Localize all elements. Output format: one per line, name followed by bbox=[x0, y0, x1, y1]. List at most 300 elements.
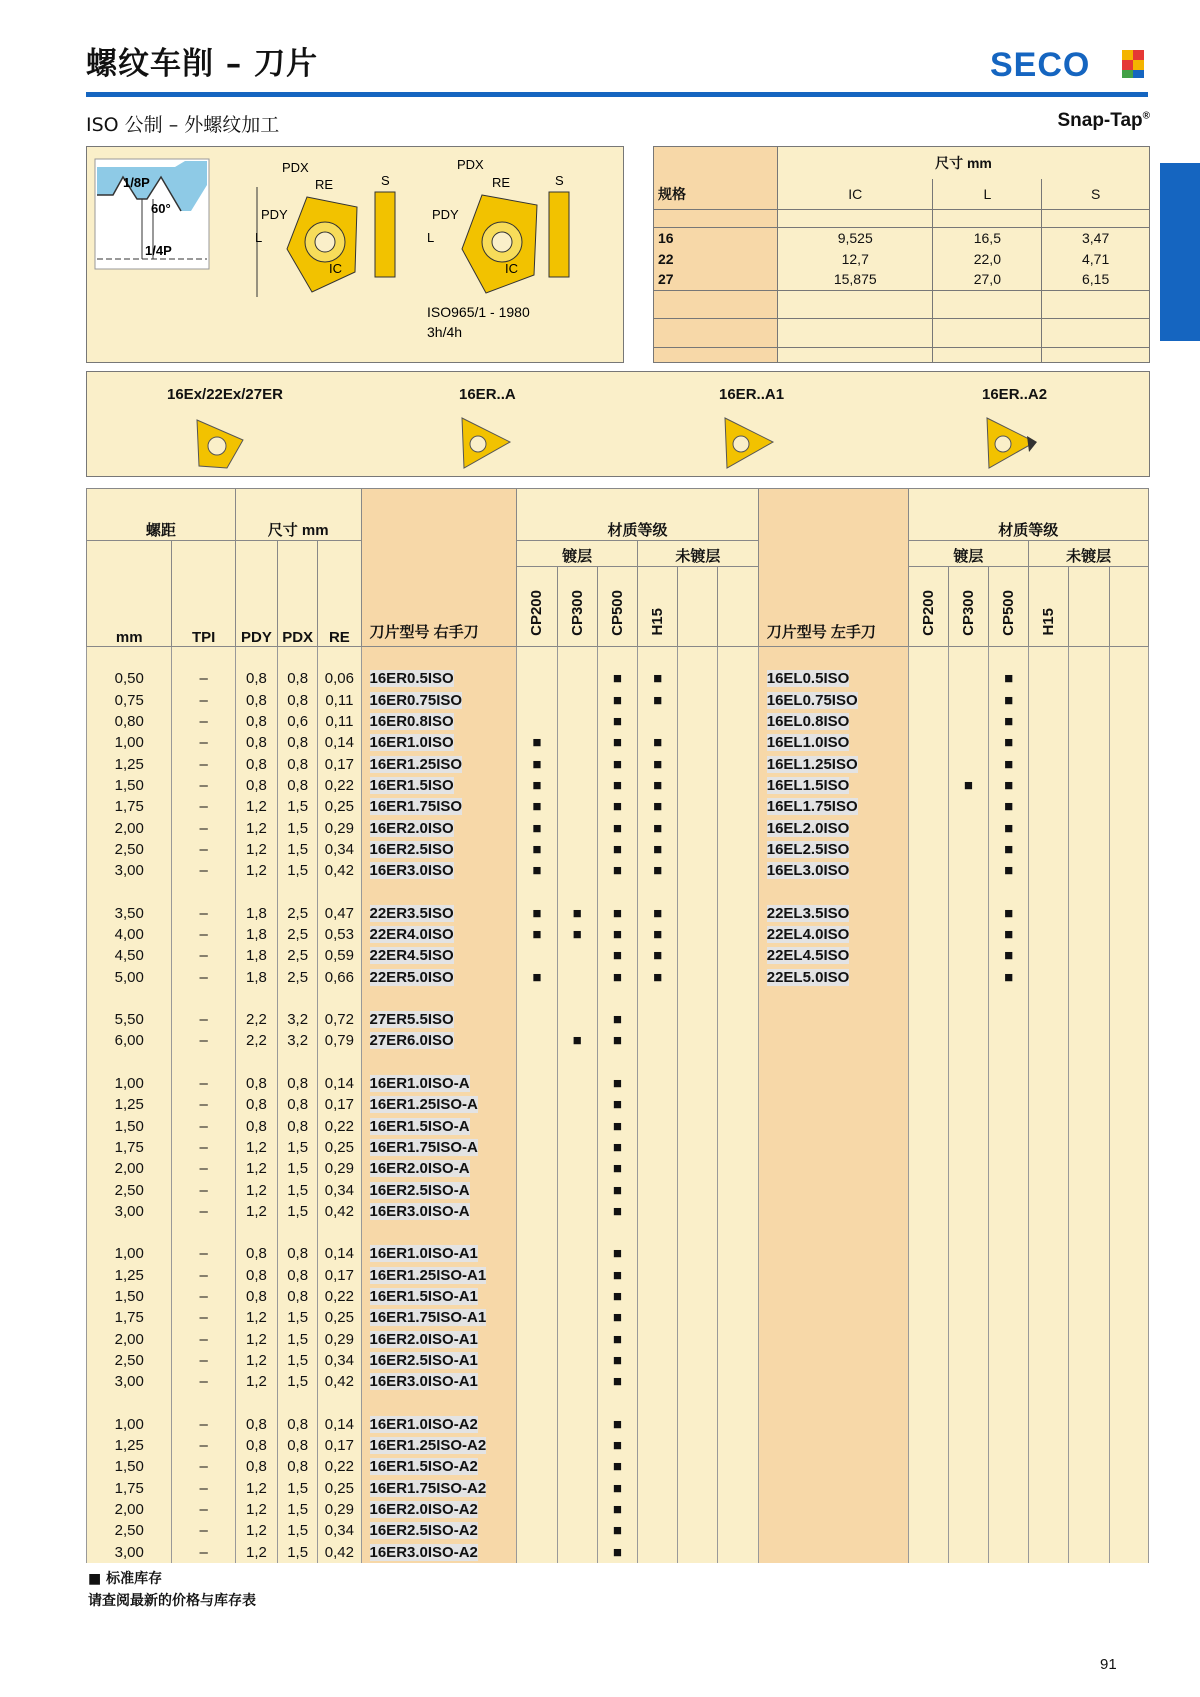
re: 0,42 bbox=[318, 860, 361, 881]
grade-mark bbox=[678, 711, 718, 732]
pitch-tpi: – bbox=[172, 1350, 235, 1371]
grade-mark: ■ bbox=[597, 796, 637, 817]
grade-mark bbox=[517, 1030, 557, 1051]
grade-mark: ■ bbox=[597, 1009, 637, 1030]
grade-mark bbox=[718, 1307, 758, 1328]
insert-code-right: 22ER4.0ISO bbox=[361, 924, 517, 945]
label-l-1: L bbox=[255, 230, 263, 245]
grade-mark bbox=[718, 903, 758, 924]
dims-row: 22 12,7 22,0 4,71 bbox=[654, 248, 1149, 269]
pitch-tpi: – bbox=[172, 1009, 235, 1030]
grade-mark: ■ bbox=[638, 690, 678, 711]
pitch-tpi: – bbox=[172, 1201, 235, 1222]
variant-label-2: 16ER..A bbox=[459, 386, 516, 403]
grade-mark bbox=[948, 924, 988, 945]
table-row bbox=[87, 1329, 1149, 1350]
grade-mark bbox=[1109, 1094, 1148, 1115]
grade-mark bbox=[1029, 1478, 1069, 1499]
grade-mark bbox=[718, 1137, 758, 1158]
spacer-row bbox=[87, 881, 1149, 902]
insert-code-left bbox=[758, 1520, 908, 1541]
grade-mark bbox=[988, 1414, 1028, 1435]
pitch-mm: 3,00 bbox=[87, 1201, 172, 1222]
grade-mark bbox=[1069, 860, 1109, 881]
insert-code-left bbox=[758, 1201, 908, 1222]
grade-mark bbox=[718, 945, 758, 966]
pitch-tpi: – bbox=[172, 753, 235, 774]
grade-mark bbox=[1029, 1137, 1069, 1158]
thread-profile-diagram bbox=[86, 146, 624, 363]
pdy: 0,8 bbox=[235, 1116, 277, 1137]
grade-mark bbox=[988, 1137, 1028, 1158]
re: 0,11 bbox=[318, 711, 361, 732]
grade-mark bbox=[1069, 1478, 1109, 1499]
grade-mark bbox=[557, 1094, 597, 1115]
grade-mark bbox=[678, 945, 718, 966]
pitch-tpi: – bbox=[172, 1243, 235, 1264]
grade-mark: ■ bbox=[597, 860, 637, 881]
re: 0,34 bbox=[318, 1350, 361, 1371]
grade-mark bbox=[1069, 753, 1109, 774]
grade-mark bbox=[1109, 1030, 1148, 1051]
pitch-mm: 2,00 bbox=[87, 1329, 172, 1350]
grade-mark bbox=[948, 1158, 988, 1179]
grade-mark bbox=[1109, 1009, 1148, 1030]
insert-code-right: 16ER2.0ISO-A2 bbox=[361, 1499, 517, 1520]
grade-mark bbox=[1029, 1414, 1069, 1435]
grade-mark bbox=[557, 1478, 597, 1499]
grade-mark bbox=[557, 860, 597, 881]
insert-variants bbox=[86, 371, 1150, 477]
grade-mark bbox=[1109, 1456, 1148, 1477]
grade-mark: ■ bbox=[988, 711, 1028, 732]
grade-mark: ■ bbox=[638, 966, 678, 987]
table-row bbox=[87, 1350, 1149, 1371]
grade-mark bbox=[908, 1414, 948, 1435]
pitch-tpi: – bbox=[172, 1499, 235, 1520]
table-row bbox=[87, 1116, 1149, 1137]
grade-mark bbox=[718, 1158, 758, 1179]
grade-mark bbox=[948, 1499, 988, 1520]
grade-mark: ■ bbox=[988, 817, 1028, 838]
grade-mark bbox=[908, 732, 948, 753]
grade-mark bbox=[988, 1329, 1028, 1350]
insert-code-left bbox=[758, 1307, 908, 1328]
grade-mark bbox=[1069, 1116, 1109, 1137]
grade-mark bbox=[517, 1414, 557, 1435]
grade-mark bbox=[517, 1478, 557, 1499]
grade-mark: ■ bbox=[597, 1243, 637, 1264]
pitch-mm: 5,00 bbox=[87, 966, 172, 987]
pdy: 0,8 bbox=[235, 1435, 277, 1456]
pitch-tpi: – bbox=[172, 1179, 235, 1200]
grade-mark bbox=[908, 839, 948, 860]
grade-mark bbox=[1069, 1179, 1109, 1200]
pdy: 0,8 bbox=[235, 668, 277, 689]
col-cp300-right: CP300 bbox=[557, 567, 597, 647]
grade-mark bbox=[638, 1073, 678, 1094]
grade-mark bbox=[517, 1073, 557, 1094]
grade-mark bbox=[517, 1137, 557, 1158]
legend-note: 请查阅最新的价格与库存表 bbox=[88, 1593, 256, 1609]
grade-mark bbox=[678, 1350, 718, 1371]
grade-mark: ■ bbox=[597, 1329, 637, 1350]
pdx: 0,8 bbox=[278, 668, 318, 689]
grade-mark bbox=[678, 903, 718, 924]
label-4p: 1/4P bbox=[145, 243, 172, 258]
grade-mark bbox=[1069, 1286, 1109, 1307]
label-ic-2: IC bbox=[505, 261, 518, 276]
re: 0,29 bbox=[318, 817, 361, 838]
grade-mark: ■ bbox=[988, 839, 1028, 860]
insert-code-left: 16EL1.0ISO bbox=[758, 732, 908, 753]
pdy: 1,2 bbox=[235, 1179, 277, 1200]
insert-code-left bbox=[758, 1179, 908, 1200]
pdx: 2,5 bbox=[278, 924, 318, 945]
grade-mark bbox=[988, 1478, 1028, 1499]
grade-mark bbox=[948, 668, 988, 689]
seco-logo bbox=[988, 44, 1148, 84]
grade-mark bbox=[557, 1137, 597, 1158]
grade-mark: ■ bbox=[597, 1116, 637, 1137]
dims-col-ic: IC bbox=[778, 179, 933, 209]
table-row bbox=[87, 903, 1149, 924]
grade-mark bbox=[988, 1009, 1028, 1030]
pdx: 0,8 bbox=[278, 1286, 318, 1307]
pdy: 1,2 bbox=[235, 860, 277, 881]
dims-row: 16 9,525 16,5 3,47 bbox=[654, 227, 1149, 248]
insert-code-right: 16ER1.75ISO bbox=[361, 796, 517, 817]
grade-mark bbox=[1109, 1350, 1148, 1371]
table-row bbox=[87, 1201, 1149, 1222]
grade-mark: ■ bbox=[988, 690, 1028, 711]
re: 0,25 bbox=[318, 1137, 361, 1158]
grade-mark bbox=[1109, 753, 1148, 774]
pitch-mm: 1,00 bbox=[87, 732, 172, 753]
col-code-left: 刀片型号 左手刀 bbox=[758, 489, 908, 647]
grade-mark: ■ bbox=[597, 1541, 637, 1562]
pitch-tpi: – bbox=[172, 1456, 235, 1477]
insert-icon bbox=[187, 412, 251, 472]
grade-mark bbox=[1109, 860, 1148, 881]
table-row bbox=[87, 817, 1149, 838]
table-row bbox=[87, 1243, 1149, 1264]
grade-mark: ■ bbox=[597, 668, 637, 689]
table-row bbox=[87, 1541, 1149, 1562]
grade-mark bbox=[948, 1265, 988, 1286]
table-row bbox=[87, 1265, 1149, 1286]
grade-mark: ■ bbox=[597, 753, 637, 774]
grade-mark: ■ bbox=[597, 775, 637, 796]
grade-mark bbox=[678, 1499, 718, 1520]
grade-mark bbox=[718, 1499, 758, 1520]
pitch-mm: 4,00 bbox=[87, 924, 172, 945]
insert-code-left: 22EL4.5ISO bbox=[758, 945, 908, 966]
insert-code-right: 16ER1.0ISO bbox=[361, 732, 517, 753]
grade-mark: ■ bbox=[597, 903, 637, 924]
grade-mark bbox=[718, 1179, 758, 1200]
grade-mark bbox=[908, 1201, 948, 1222]
grade-mark bbox=[678, 753, 718, 774]
grade-mark: ■ bbox=[597, 1307, 637, 1328]
insert-code-right: 22ER3.5ISO bbox=[361, 903, 517, 924]
grade-mark bbox=[1069, 903, 1109, 924]
grade-mark bbox=[908, 1243, 948, 1264]
re: 0,47 bbox=[318, 903, 361, 924]
insert-code-left bbox=[758, 1265, 908, 1286]
grade-mark bbox=[718, 1009, 758, 1030]
grade-mark bbox=[948, 1201, 988, 1222]
grade-mark bbox=[1029, 732, 1069, 753]
grade-mark bbox=[948, 817, 988, 838]
grade-mark bbox=[557, 966, 597, 987]
variant-label-4: 16ER..A2 bbox=[982, 386, 1048, 403]
col-cp500-right: CP500 bbox=[597, 567, 637, 647]
grade-mark bbox=[948, 796, 988, 817]
pitch-tpi: – bbox=[172, 1371, 235, 1392]
pitch-mm: 1,25 bbox=[87, 1265, 172, 1286]
grade-mark: ■ bbox=[597, 732, 637, 753]
grade-mark bbox=[678, 1137, 718, 1158]
grade-mark bbox=[1069, 924, 1109, 945]
grade-mark bbox=[1109, 1499, 1148, 1520]
grade-mark bbox=[1069, 1541, 1109, 1562]
pdy: 1,8 bbox=[235, 924, 277, 945]
grade-mark bbox=[908, 1009, 948, 1030]
grade-mark bbox=[1029, 1094, 1069, 1115]
grade-mark: ■ bbox=[597, 1158, 637, 1179]
table-row bbox=[87, 1179, 1149, 1200]
grade-mark bbox=[1069, 1371, 1109, 1392]
grade-mark bbox=[638, 1414, 678, 1435]
grade-mark bbox=[718, 1371, 758, 1392]
grade-mark bbox=[1109, 945, 1148, 966]
grade-mark: ■ bbox=[638, 903, 678, 924]
pitch-tpi: – bbox=[172, 1286, 235, 1307]
insert-code-left bbox=[758, 1073, 908, 1094]
grade-mark bbox=[1109, 1371, 1148, 1392]
grade-mark bbox=[638, 1116, 678, 1137]
grade-mark bbox=[948, 1116, 988, 1137]
grade-mark bbox=[948, 1541, 988, 1562]
grade-mark: ■ bbox=[517, 732, 557, 753]
col-h15-left: H15 bbox=[1029, 567, 1069, 647]
grade-mark bbox=[988, 1158, 1028, 1179]
insert-code-right: 27ER6.0ISO bbox=[361, 1030, 517, 1051]
grade-mark bbox=[718, 775, 758, 796]
col-group-grade-left: 材质等级 bbox=[908, 489, 1148, 541]
insert-code-right: 16ER1.0ISO-A1 bbox=[361, 1243, 517, 1264]
grade-mark bbox=[517, 945, 557, 966]
insert-code-left: 16EL0.75ISO bbox=[758, 690, 908, 711]
grade-mark bbox=[678, 1435, 718, 1456]
table-row bbox=[87, 1073, 1149, 1094]
pdy: 1,8 bbox=[235, 903, 277, 924]
grade-mark bbox=[988, 1435, 1028, 1456]
col-mm: mm bbox=[87, 541, 172, 647]
grade-mark bbox=[1069, 839, 1109, 860]
grade-mark bbox=[1029, 1499, 1069, 1520]
dims-col-spec: 规格 bbox=[654, 179, 778, 209]
grade-mark bbox=[908, 1478, 948, 1499]
pitch-tpi: – bbox=[172, 945, 235, 966]
grade-mark bbox=[988, 1456, 1028, 1477]
pitch-mm: 1,75 bbox=[87, 1478, 172, 1499]
pitch-tpi: – bbox=[172, 1265, 235, 1286]
pitch-mm: 1,50 bbox=[87, 775, 172, 796]
grade-mark bbox=[517, 1329, 557, 1350]
grade-mark bbox=[1069, 1009, 1109, 1030]
grade-mark bbox=[1109, 1179, 1148, 1200]
grade-mark bbox=[718, 1286, 758, 1307]
grade-mark bbox=[557, 1499, 597, 1520]
grade-mark bbox=[1029, 1329, 1069, 1350]
pitch-tpi: – bbox=[172, 1073, 235, 1094]
grade-mark bbox=[988, 1179, 1028, 1200]
grade-mark: ■ bbox=[638, 775, 678, 796]
grade-mark: ■ bbox=[597, 1435, 637, 1456]
insert-code-right: 16ER3.0ISO-A2 bbox=[361, 1541, 517, 1562]
grade-mark: ■ bbox=[638, 945, 678, 966]
col-re: RE bbox=[318, 541, 361, 647]
grade-mark bbox=[908, 1116, 948, 1137]
grade-mark bbox=[1029, 711, 1069, 732]
insert-code-right: 16ER1.5ISO-A bbox=[361, 1116, 517, 1137]
re: 0,66 bbox=[318, 966, 361, 987]
variant-label-1: 16Ex/22Ex/27ER bbox=[167, 386, 283, 403]
grade-mark bbox=[678, 1329, 718, 1350]
grade-mark bbox=[557, 1158, 597, 1179]
grade-mark bbox=[1029, 839, 1069, 860]
grade-mark bbox=[908, 945, 948, 966]
table-row bbox=[87, 1286, 1149, 1307]
col-group-uncoated-left: 未镀层 bbox=[1029, 541, 1149, 567]
grade-mark bbox=[1069, 732, 1109, 753]
insert-code-left bbox=[758, 1414, 908, 1435]
grade-mark bbox=[1069, 1201, 1109, 1222]
grade-mark bbox=[718, 753, 758, 774]
grade-mark bbox=[718, 966, 758, 987]
insert-code-left bbox=[758, 1371, 908, 1392]
pitch-mm: 3,50 bbox=[87, 903, 172, 924]
grade-mark bbox=[638, 1456, 678, 1477]
grade-mark: ■ bbox=[988, 668, 1028, 689]
grade-mark bbox=[718, 1478, 758, 1499]
insert-code-right: 27ER5.5ISO bbox=[361, 1009, 517, 1030]
legend-stock: ■ 标准库存 bbox=[88, 1571, 163, 1587]
table-row bbox=[87, 1009, 1149, 1030]
insert-a2-icon bbox=[977, 412, 1041, 472]
pdy: 1,2 bbox=[235, 1371, 277, 1392]
insert-code-left bbox=[758, 1456, 908, 1477]
grade-mark bbox=[1109, 1201, 1148, 1222]
grade-mark bbox=[557, 1179, 597, 1200]
insert-code-right: 16ER2.0ISO-A1 bbox=[361, 1329, 517, 1350]
grade-mark bbox=[678, 1094, 718, 1115]
grade-mark bbox=[1069, 711, 1109, 732]
insert-code-left: 16EL0.8ISO bbox=[758, 711, 908, 732]
label-pdx-2: PDX bbox=[457, 157, 484, 172]
pitch-mm: 2,00 bbox=[87, 817, 172, 838]
grade-mark bbox=[1029, 1201, 1069, 1222]
pdy: 1,2 bbox=[235, 839, 277, 860]
dimensions-table bbox=[653, 146, 1150, 363]
grade-mark bbox=[718, 817, 758, 838]
pdy: 1,2 bbox=[235, 1137, 277, 1158]
grade-mark bbox=[1069, 1350, 1109, 1371]
grade-mark bbox=[908, 1350, 948, 1371]
grade-mark bbox=[948, 1520, 988, 1541]
grade-mark bbox=[948, 1307, 988, 1328]
grade-mark: ■ bbox=[597, 945, 637, 966]
pdx: 1,5 bbox=[278, 1137, 318, 1158]
pdy: 1,2 bbox=[235, 1201, 277, 1222]
page-subtitle: ISO 公制 – 外螺纹加工 bbox=[86, 114, 280, 136]
pitch-tpi: – bbox=[172, 732, 235, 753]
pitch-mm: 2,50 bbox=[87, 1179, 172, 1200]
pitch-mm: 3,00 bbox=[87, 1371, 172, 1392]
grade-mark bbox=[718, 1030, 758, 1051]
pdx: 0,8 bbox=[278, 1073, 318, 1094]
pdx: 1,5 bbox=[278, 1371, 318, 1392]
table-row bbox=[87, 1158, 1149, 1179]
grade-mark bbox=[1109, 1265, 1148, 1286]
grade-mark bbox=[517, 1201, 557, 1222]
pitch-tpi: – bbox=[172, 817, 235, 838]
pdy: 0,8 bbox=[235, 711, 277, 732]
col-pdy: PDY bbox=[235, 541, 277, 647]
grade-mark bbox=[1029, 817, 1069, 838]
grade-mark: ■ bbox=[597, 1499, 637, 1520]
grade-mark bbox=[988, 1499, 1028, 1520]
table-row bbox=[87, 1137, 1149, 1158]
grade-mark: ■ bbox=[597, 1371, 637, 1392]
grade-mark bbox=[638, 1329, 678, 1350]
grade-mark bbox=[1109, 903, 1148, 924]
table-row bbox=[87, 1456, 1149, 1477]
grade-mark bbox=[678, 1116, 718, 1137]
re: 0,29 bbox=[318, 1158, 361, 1179]
pdy: 0,8 bbox=[235, 1073, 277, 1094]
grade-mark bbox=[1029, 775, 1069, 796]
grade-mark bbox=[638, 1350, 678, 1371]
pdx: 0,8 bbox=[278, 1435, 318, 1456]
grade-mark bbox=[517, 1435, 557, 1456]
insert-code-left: 16EL2.0ISO bbox=[758, 817, 908, 838]
grade-mark bbox=[718, 1073, 758, 1094]
grade-mark bbox=[948, 753, 988, 774]
grade-mark: ■ bbox=[597, 1094, 637, 1115]
insert-code-left: 16EL0.5ISO bbox=[758, 668, 908, 689]
re: 0,29 bbox=[318, 1499, 361, 1520]
grade-mark bbox=[908, 1179, 948, 1200]
grade-mark bbox=[948, 860, 988, 881]
grade-mark bbox=[1109, 1414, 1148, 1435]
grade-mark bbox=[1029, 945, 1069, 966]
grade-mark bbox=[908, 796, 948, 817]
insert-code-left: 22EL4.0ISO bbox=[758, 924, 908, 945]
grade-mark bbox=[557, 1009, 597, 1030]
insert-code-left bbox=[758, 1094, 908, 1115]
pdy: 1,2 bbox=[235, 817, 277, 838]
insert-code-right: 16ER2.5ISO-A1 bbox=[361, 1350, 517, 1371]
grade-mark bbox=[678, 860, 718, 881]
grade-mark bbox=[557, 1329, 597, 1350]
grade-mark bbox=[1069, 796, 1109, 817]
pitch-tpi: – bbox=[172, 1414, 235, 1435]
grade-mark bbox=[638, 1541, 678, 1562]
pitch-mm: 3,00 bbox=[87, 860, 172, 881]
